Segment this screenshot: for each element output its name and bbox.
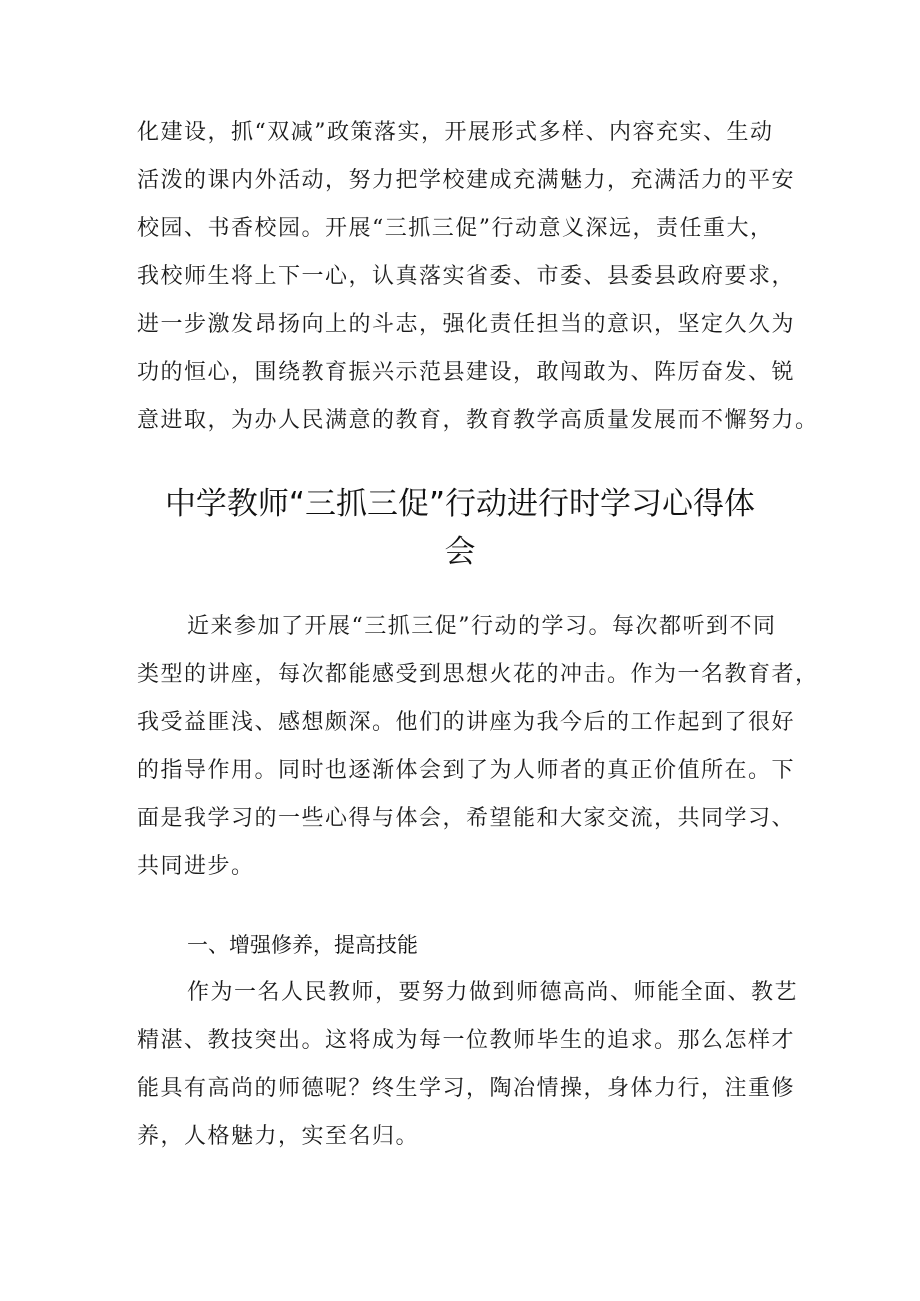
text-line: 精湛、教技突出。这将成为每一位教师毕生的追求。那么怎样才 (137, 1028, 796, 1053)
text-line: 意进取，为办人民满意的教育，教育教学高质量发展而不懈努力。 (137, 408, 819, 433)
section-heading: 一、增强修养，提高技能 (187, 933, 418, 957)
text-line: 作为一名人民教师，要努力做到师德高尚、师能全面、教艺 (187, 980, 799, 1005)
text-line: 活泼的课内外活动，努力把学校建成充满魅力，充满活力的平安 (137, 168, 796, 193)
text-line: 功的恒心，围绕教育振兴示范县建设，敢闯敢为、阵厉奋发、锐 (137, 360, 796, 385)
text-line: 校园、书香校园。开展“三抓三促”行动意义深远，责任重大， (137, 216, 774, 241)
text-line: 面是我学习的一些心得与体会，希望能和大家交流，共同学习、 (137, 806, 796, 831)
title-line: 中学教师“三抓三促”行动进行时学习心得体 (164, 486, 756, 522)
text-line: 的指导作用。同时也逐渐体会到了为人师者的真正价值所在。下 (137, 758, 796, 783)
text-line: 类型的讲座，每次都能感受到思想火花的冲击。作为一名教育者， (137, 662, 819, 687)
text-line: 化建设，抓“双减”政策落实，开展形式多样、内容充实、生动 (137, 120, 774, 145)
text-line: 能具有高尚的师德呢？终生学习，陶冶情操，身体力行，注重修 (137, 1076, 796, 1101)
text-line: 共同进步。 (137, 854, 255, 879)
text-line: 我受益匪浅、感想颇深。他们的讲座为我今后的工作起到了很好 (137, 710, 796, 735)
text-line: 养，人格魅力，实至名归。 (137, 1124, 420, 1149)
title-line: 会 (444, 534, 476, 570)
text-line: 我校师生将上下一心，认真落实省委、市委、县委县政府要求， (137, 264, 796, 289)
text-line: 近来参加了开展“三抓三促”行动的学习。每次都听到不同 (187, 614, 777, 639)
text-line: 进一步激发昂扬向上的斗志，强化责任担当的意识，坚定久久为 (137, 312, 796, 337)
